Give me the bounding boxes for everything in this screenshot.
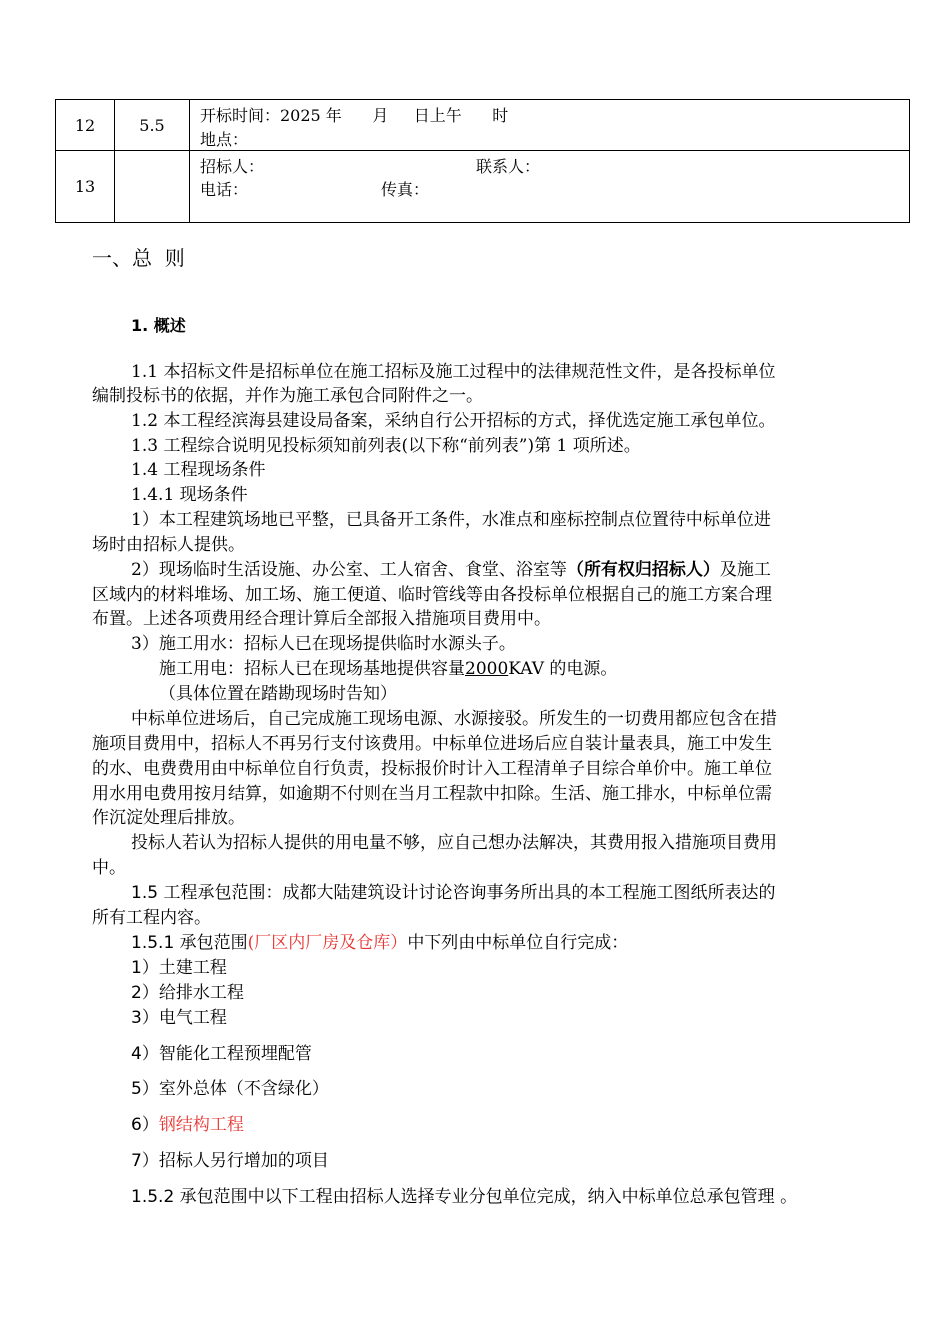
item-2 [131, 558, 771, 583]
list-item [131, 1149, 329, 1174]
row-number: 12 [56, 100, 115, 150]
location: 地点： [200, 130, 249, 149]
table-row [56, 100, 909, 151]
bidder-paragraph-cont: 中。 [92, 858, 126, 878]
list-item [131, 1006, 227, 1031]
clause-text: 工程承包范围：成都大陆建筑设计讨论咨询事务所出具的本工程施工图纸所表达的 [158, 883, 776, 903]
clause-text: 承包范围中以下工程由招标人选择专业分包单位完成，纳入中标单位总承包管理 。 [174, 1187, 798, 1207]
list-text: ） [141, 1115, 159, 1135]
winner-paragraph-cont: 施项目费用中，招标人不再另行支付该费用。中标单位进场后应自装计量表具，施工中发生 [92, 734, 772, 754]
paragraph-1-3: 1.3 工程综合说明见投标须知前列表(以下称“前列表”)第 1 项所述。 [131, 436, 641, 456]
list-num: 5 [131, 1079, 142, 1099]
list-item [131, 1042, 312, 1067]
phone-label: 电话： [200, 180, 249, 199]
item-2-cont: 区域内的材料堆场、加工场、施工便道、临时管线等由各投标单位根据自己的施工方案合理 [92, 585, 772, 605]
list-text: ）智能化工程预埋配管 [141, 1044, 312, 1064]
clause-num: 1.5.2 [131, 1187, 175, 1207]
fax-label: 传真： [381, 180, 430, 199]
item-1-cont: 场时由招标人提供。 [92, 535, 245, 555]
bidder-label: 招标人： [200, 157, 265, 176]
list-text: ）电气工程 [141, 1008, 227, 1028]
winner-paragraph-cont: 作沉淀处理后排放。 [92, 808, 245, 828]
clause-num: 1.5.1 [131, 933, 175, 953]
paragraph-1-4-1: 1.4.1 现场条件 [131, 485, 248, 505]
info-table [55, 99, 910, 223]
subsection-title: 1. 概述 [131, 316, 186, 335]
scope-highlight: (厂区内厂房及仓库） [247, 933, 408, 953]
clause-number [115, 151, 190, 222]
list-num: 3 [131, 1008, 142, 1028]
steel-structure-highlight: 钢结构工程 [158, 1115, 244, 1135]
list-item [131, 1113, 244, 1138]
paragraph-1-2: 1.2 本工程经滨海县建设局备案，采纳自行公开招标的方式，择优选定施工承包单位。 [131, 411, 776, 431]
winner-paragraph: 中标单位进场后，自己完成施工现场电源、水源接驳。所发生的一切费用都应包含在措 [131, 709, 777, 729]
power-supply [159, 657, 617, 682]
list-text: ）室外总体（不含绿化） [141, 1079, 329, 1099]
item-1: 1）本工程建筑场地已平整，已具备开工条件，水准点和座标控制点位置待中标单位进 [131, 510, 771, 530]
item-2-text: 2）现场临时生活设施、办公室、工人宿舍、食堂、浴室等 [131, 560, 567, 580]
row-content [190, 100, 909, 150]
list-num: 1 [131, 958, 142, 978]
paragraph-1-5-1 [131, 931, 628, 956]
section-title: 一、总 则 [92, 246, 185, 270]
power-capacity: 2000 [465, 659, 509, 679]
clause-text: 承包范围 [174, 933, 248, 953]
list-num: 7 [131, 1151, 142, 1171]
list-item [131, 981, 244, 1006]
list-text: ）土建工程 [141, 958, 227, 978]
item-2-text-end: 及施工 [719, 560, 771, 580]
power-text: 施工用电：招标人已在现场基地提供容量 [159, 659, 465, 679]
list-num: 2 [131, 983, 142, 1003]
list-num: 6 [131, 1115, 142, 1135]
paragraph-1-1: 1.1 本招标文件是招标单位在施工招标及施工过程中的法律规范性文件，是各投标单位 [131, 362, 776, 382]
clause-number: 5.5 [115, 100, 190, 150]
power-unit: KAV 的电源。 [508, 659, 618, 679]
list-num: 4 [131, 1044, 142, 1064]
winner-paragraph-cont: 用水用电费用按月结算，如逾期不付则在当月工程款中扣除。生活、施工排水，中标单位需 [92, 784, 772, 804]
list-item [131, 1077, 329, 1102]
item-3: 3）施工用水：招标人已在现场提供临时水源头子。 [131, 634, 516, 654]
table-row [56, 151, 909, 222]
clause-text-end: 中下列由中标单位自行完成： [407, 933, 629, 953]
opening-time: 开标时间：2025 年 月 日上午 时 [200, 106, 509, 125]
location-note: （具体位置在踏勘现场时告知） [159, 684, 397, 704]
ownership-note: （所有权归招标人） [566, 560, 720, 580]
row-number: 13 [56, 151, 115, 222]
paragraph-1-5 [131, 881, 775, 906]
row-content [190, 151, 909, 222]
list-text: ）招标人另行增加的项目 [141, 1151, 329, 1171]
paragraph-1-1-cont: 编制投标书的依据，并作为施工承包合同附件之一。 [92, 386, 483, 406]
paragraph-1-5-2 [131, 1185, 797, 1210]
bidder-paragraph: 投标人若认为招标人提供的用电量不够，应自己想办法解决，其费用报入措施项目费用 [131, 833, 777, 853]
contact-label: 联系人： [476, 157, 541, 176]
list-item [131, 956, 227, 981]
paragraph-1-4: 1.4 工程现场条件 [131, 460, 266, 480]
item-2-cont2: 布置。上述各项费用经合理计算后全部报入措施项目费用中。 [92, 609, 551, 629]
paragraph-1-5-cont: 所有工程内容。 [92, 908, 211, 928]
winner-paragraph-cont: 的水、电费费用由中标单位自行负责，投标报价时计入工程清单子目综合单价中。施工单位 [92, 759, 772, 779]
list-text: ）给排水工程 [141, 983, 244, 1003]
clause-num: 1.5 [131, 883, 159, 903]
